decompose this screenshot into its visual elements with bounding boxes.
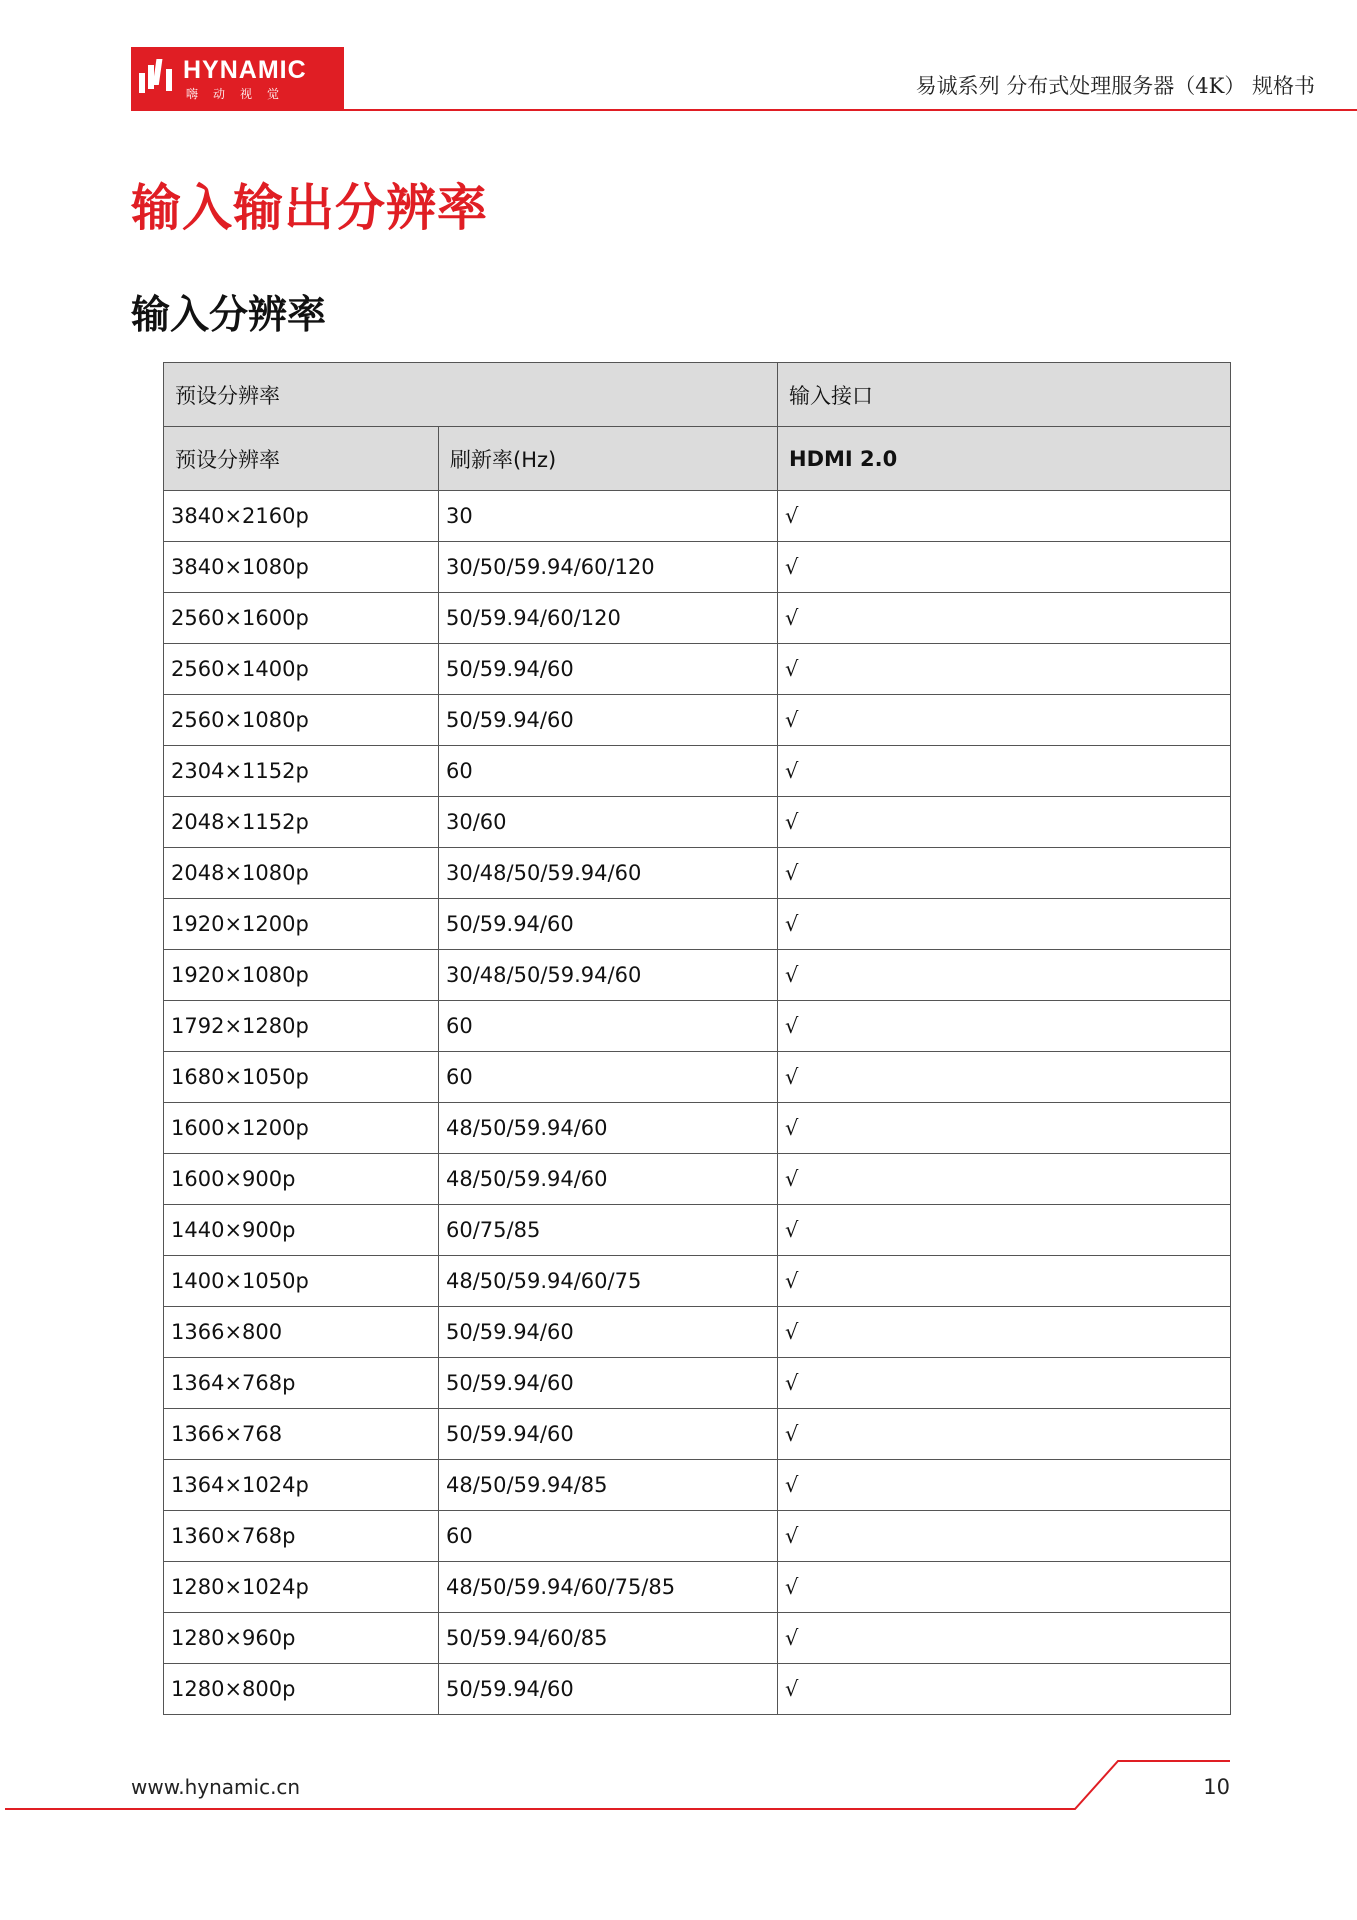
cell-hdmi-support: √ — [778, 644, 1231, 695]
cell-refresh-rate: 50/59.94/60 — [439, 644, 778, 695]
cell-hdmi-support: √ — [778, 542, 1231, 593]
table-header-row-2 — [164, 427, 1231, 491]
cell-hdmi-support: √ — [778, 1307, 1231, 1358]
cell-resolution: 1680×1050p — [164, 1052, 439, 1103]
cell-resolution: 1280×800p — [164, 1664, 439, 1715]
cell-refresh-rate: 48/50/59.94/85 — [439, 1460, 778, 1511]
cell-resolution: 1440×900p — [164, 1205, 439, 1256]
cell-resolution: 2048×1152p — [164, 797, 439, 848]
table-row — [164, 848, 1231, 899]
table-row — [164, 542, 1231, 593]
table-row — [164, 1358, 1231, 1409]
cell-hdmi-support: √ — [778, 1001, 1231, 1052]
cell-hdmi-support: √ — [778, 1613, 1231, 1664]
table-row — [164, 1460, 1231, 1511]
cell-refresh-rate: 60 — [439, 1001, 778, 1052]
cell-hdmi-support: √ — [778, 746, 1231, 797]
cell-hdmi-support: √ — [778, 1154, 1231, 1205]
cell-resolution: 1280×1024p — [164, 1562, 439, 1613]
brand-logo — [131, 47, 344, 110]
cell-resolution: 1364×768p — [164, 1358, 439, 1409]
cell-hdmi-support: √ — [778, 1205, 1231, 1256]
cell-resolution: 1920×1200p — [164, 899, 439, 950]
cell-refresh-rate: 30 — [439, 491, 778, 542]
cell-resolution: 2560×1080p — [164, 695, 439, 746]
brand-subtitle: 嗨动视觉 — [186, 87, 295, 101]
header-divider — [131, 109, 1357, 111]
cell-refresh-rate: 50/59.94/60 — [439, 695, 778, 746]
table-row — [164, 644, 1231, 695]
cell-resolution: 1366×800 — [164, 1307, 439, 1358]
table-row — [164, 797, 1231, 848]
cell-resolution: 2560×1600p — [164, 593, 439, 644]
cell-hdmi-support: √ — [778, 899, 1231, 950]
cell-hdmi-support: √ — [778, 1256, 1231, 1307]
table-row — [164, 593, 1231, 644]
header-input-interface: 输入接口 — [778, 363, 1231, 427]
table-row — [164, 1103, 1231, 1154]
table-row — [164, 1205, 1231, 1256]
cell-resolution: 2048×1080p — [164, 848, 439, 899]
cell-hdmi-support: √ — [778, 1409, 1231, 1460]
table-row — [164, 1052, 1231, 1103]
table-row — [164, 746, 1231, 797]
cell-refresh-rate: 50/59.94/60 — [439, 899, 778, 950]
table-row — [164, 1154, 1231, 1205]
cell-refresh-rate: 50/59.94/60 — [439, 1664, 778, 1715]
cell-hdmi-support: √ — [778, 1562, 1231, 1613]
cell-refresh-rate: 48/50/59.94/60 — [439, 1154, 778, 1205]
cell-refresh-rate: 60/75/85 — [439, 1205, 778, 1256]
cell-hdmi-support: √ — [778, 1664, 1231, 1715]
cell-resolution: 3840×2160p — [164, 491, 439, 542]
table-row — [164, 1664, 1231, 1715]
page-number: 10 — [1203, 1775, 1230, 1799]
cell-refresh-rate: 60 — [439, 1511, 778, 1562]
cell-hdmi-support: √ — [778, 1052, 1231, 1103]
cell-resolution: 2560×1400p — [164, 644, 439, 695]
table-row — [164, 1409, 1231, 1460]
input-resolution-table — [163, 362, 1231, 1715]
cell-refresh-rate: 50/59.94/60 — [439, 1307, 778, 1358]
cell-refresh-rate: 60 — [439, 746, 778, 797]
header-preset-resolution: 预设分辨率 — [164, 363, 778, 427]
cell-hdmi-support: √ — [778, 1358, 1231, 1409]
cell-refresh-rate: 30/50/59.94/60/120 — [439, 542, 778, 593]
cell-resolution: 1400×1050p — [164, 1256, 439, 1307]
footer-website: www.hynamic.cn — [131, 1775, 301, 1799]
cell-refresh-rate: 48/50/59.94/60 — [439, 1103, 778, 1154]
table-row — [164, 491, 1231, 542]
header-resolution: 预设分辨率 — [164, 427, 439, 491]
cell-refresh-rate: 30/48/50/59.94/60 — [439, 848, 778, 899]
table-row — [164, 695, 1231, 746]
cell-refresh-rate: 48/50/59.94/60/75/85 — [439, 1562, 778, 1613]
cell-hdmi-support: √ — [778, 848, 1231, 899]
document-header-title: 易诚系列 分布式处理服务器（4K） 规格书 — [915, 74, 1315, 98]
cell-resolution: 1366×768 — [164, 1409, 439, 1460]
cell-hdmi-support: √ — [778, 1103, 1231, 1154]
cell-refresh-rate: 50/59.94/60/120 — [439, 593, 778, 644]
cell-refresh-rate: 48/50/59.94/60/75 — [439, 1256, 778, 1307]
brand-name: HYNAMIC — [183, 56, 307, 84]
cell-hdmi-support: √ — [778, 950, 1231, 1001]
table-row — [164, 899, 1231, 950]
cell-hdmi-support: √ — [778, 491, 1231, 542]
table-row — [164, 1307, 1231, 1358]
cell-hdmi-support: √ — [778, 1460, 1231, 1511]
cell-refresh-rate: 30/60 — [439, 797, 778, 848]
table-row — [164, 1256, 1231, 1307]
cell-hdmi-support: √ — [778, 797, 1231, 848]
cell-resolution: 3840×1080p — [164, 542, 439, 593]
cell-hdmi-support: √ — [778, 593, 1231, 644]
section-title: 输入输出分辨率 — [131, 179, 488, 237]
table-row — [164, 1613, 1231, 1664]
cell-resolution: 1792×1280p — [164, 1001, 439, 1052]
cell-resolution: 1360×768p — [164, 1511, 439, 1562]
cell-hdmi-support: √ — [778, 695, 1231, 746]
table-row — [164, 950, 1231, 1001]
table-row — [164, 1001, 1231, 1052]
section-subtitle: 输入分辨率 — [131, 293, 327, 338]
cell-refresh-rate: 50/59.94/60 — [439, 1409, 778, 1460]
header-hdmi: HDMI 2.0 — [778, 427, 1231, 491]
cell-refresh-rate: 50/59.94/60 — [439, 1358, 778, 1409]
cell-hdmi-support: √ — [778, 1511, 1231, 1562]
hynamic-logo-icon — [137, 55, 177, 101]
cell-resolution: 1364×1024p — [164, 1460, 439, 1511]
table-row — [164, 1511, 1231, 1562]
table-row — [164, 1562, 1231, 1613]
cell-refresh-rate: 30/48/50/59.94/60 — [439, 950, 778, 1001]
cell-refresh-rate: 60 — [439, 1052, 778, 1103]
cell-resolution: 1600×1200p — [164, 1103, 439, 1154]
table-header-row-1 — [164, 363, 1231, 427]
cell-refresh-rate: 50/59.94/60/85 — [439, 1613, 778, 1664]
cell-resolution: 2304×1152p — [164, 746, 439, 797]
cell-resolution: 1920×1080p — [164, 950, 439, 1001]
header-refresh-rate: 刷新率(Hz) — [439, 427, 778, 491]
cell-resolution: 1280×960p — [164, 1613, 439, 1664]
cell-resolution: 1600×900p — [164, 1154, 439, 1205]
